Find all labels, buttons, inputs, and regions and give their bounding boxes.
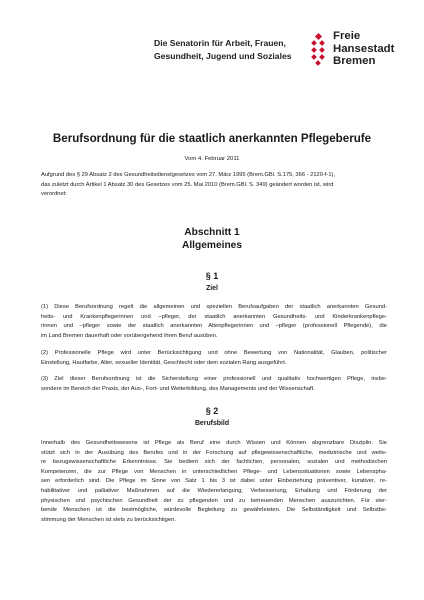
text-line: Innerhalb des Gesundheitswesens ist Pflege als Beruf eine durch Wissen und Können abgrenzbare Disziplin. Sie [41,440,387,446]
brand-line: Bremen [333,55,376,68]
section-title: Allgemeines [181,240,243,252]
text-line: heits- und Krankenpflegerinnen und –pfleger, der staatlich anerkannten Gesundheits- und Kinderkrankenpflege- [41,313,387,320]
text-line: Einstellung, Hautfarbe, Alter, sexueller Identität, Geschlecht oder dem sozialen Rang ausgeführt. [41,359,287,366]
text-line: im Land Bremen dauerhaft oder vorübergehend ihren Beruf ausüben. [41,332,218,339]
text-line: (1) Diese Berufsordnung regelt die allgemeinen und speziellen Berufsaufgaben der staatlich anerkannten Gesund- [41,304,387,310]
brand-line: Hansestadt [333,42,395,55]
sender-block [154,37,304,63]
text-line: re bezugswissenschaftliche Erkenntnisse. Sie bedient sich der fachlichen, personalen, sozialen und methodischen [41,459,387,466]
paragraph-number: § 2 [205,406,219,416]
intro-paragraph [41,171,387,200]
paragraph-number: § 1 [205,271,219,281]
body-paragraph [41,439,387,525]
text-line: Aufgrund des § 29 Absatz 2 des Gesundheitsdienstgesetzes vom 27. März 1995 (Brem.GBl. S.175, 366 - 2120-f-1), [41,172,336,178]
text-line: (3) Ziel dieser Berufsordnung ist die Sicherstellung einer professionell und qualitativ hochwertigen Pflege, insbe- [41,376,387,382]
body-paragraph [41,303,387,341]
document-title: Berufsordnung für die staatlich anerkannten Pflegeberufe [52,132,372,145]
text-line: sen erforderlich sind. Die Pflege im Sinne von Satz 1 bis 3 ist dabei unter Einbeziehung präventiver, kurativer, re- [41,478,387,485]
section-number: Abschnitt 1 [184,227,240,238]
text-line: Kompetenzen, die zur Pflege von Menschen in unterschiedlichen Pflege- und Lebenssituationen sowie Lebenspha- [41,468,387,475]
body-paragraph [41,375,387,394]
text-line: stützt sich in der Ausübung des Berufes und in der Forschung auf pflegewissenschaftliche, medizinische und weite- [41,449,387,456]
brand-line: Freie [333,30,361,42]
document-date: Vom 4. Februar 2011 [184,156,240,162]
text-line: das zuletzt durch Artikel 1 Absatz 30 des Gesetzes vom 25. Mai 2010 (Brem.GBl. S. 349) geändert worden ist, wird [41,181,334,188]
section-heading [0,226,424,252]
paragraph-title: Berufsbild [194,420,230,427]
body-paragraph [41,349,387,368]
text-line: rinnen und –pfleger sowie der staatlich anerkannten Altenpflegerinnen und –pfleger (professionell Pflegende), die [41,323,387,330]
brand-name [333,30,394,68]
text-line: sondere im Bereich der Praxis, der Aus-, Fort- und Weiterbildung, des Managements und der Wissenschaft. [41,385,315,392]
text-line: (2) Professionelle Pflege wird unter Berücksichtigung und ohne Bewertung von Nationalität, Glauben, politischer [41,350,387,356]
paragraph-title: Ziel [206,285,218,292]
sender-line: Die Senatorin für Arbeit, Frauen, [154,38,286,48]
text-line: bende Menschen ist die bestmögliche, würdevolle Begleitung zu gewährleisten. Die Selbständigkeit und Selbstbe- [41,507,387,514]
text-line: habilitativer und palliativer Maßnahmen auf die Wiedererlangung, Verbesserung, Erhaltung und Förderung der [41,487,387,494]
text-line: stimmung der Menschen ist stets zu berücksichtigen. [41,516,176,523]
text-line: physischen und psychischen Gesundheit der zu pflegenden und zu betreuenden Menschen auszurichten. Für ster- [41,497,387,504]
sender-line: Gesundheit, Jugend und Soziales [154,50,292,61]
text-line: verordnet: [41,191,67,198]
